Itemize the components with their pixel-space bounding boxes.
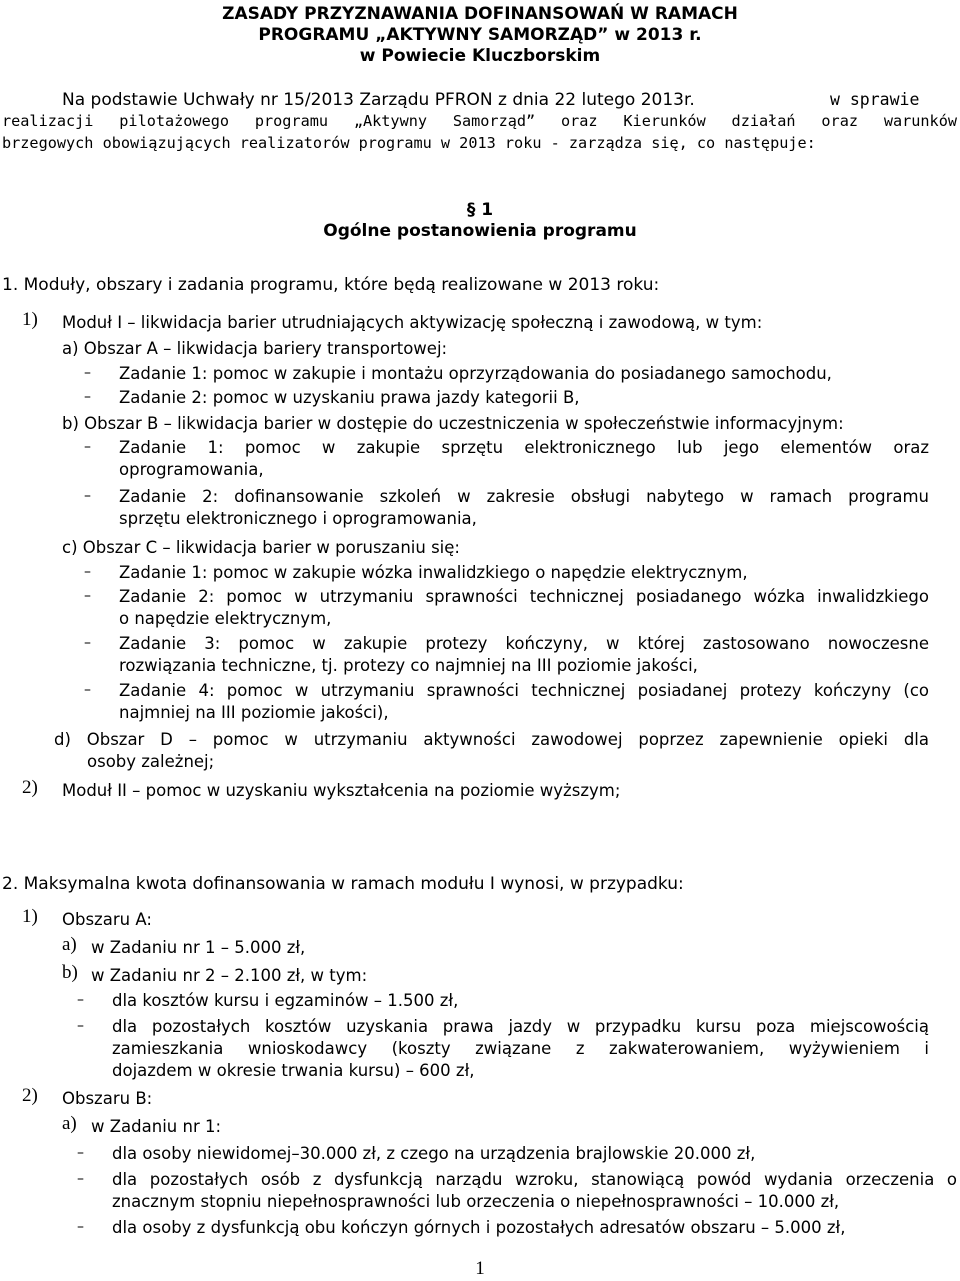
p2-a-task2-cost2-line2: zamieszkania wnioskodawcy (koszty związane z zakwaterowaniem, wyżywieniem i [112, 1039, 929, 1058]
p2-b-task1-text: w Zadaniu nr 1: [91, 1117, 222, 1136]
section-symbol: § 1 [466, 200, 494, 220]
p2-b-task1-letter: a) [62, 1113, 77, 1134]
p2-b-cost1: dla osoby niewidomej–30.000 zł, z czego na urządzenia brajlowskie 20.000 zł, [112, 1144, 756, 1163]
page-number: 1 [475, 1258, 485, 1279]
area-c-task3-line1: Zadanie 3: pomoc w zakupie protezy kończyny, w której zastosowano nowoczesne [119, 634, 929, 653]
p2-a-task1-letter: a) [62, 934, 77, 955]
dash-bullet: – [77, 1219, 84, 1235]
area-b-task1-line2: oprogramowania, [119, 460, 264, 479]
module2-number: 2) [22, 777, 38, 798]
p2-b-cost2-line2: znacznym stopniu niepełnosprawności lub orzeczenia o niepełnosprawności – 10.000 zł, [112, 1192, 840, 1211]
title-line-3: w Powiecie Kluczborskim [359, 46, 601, 66]
area-c-task4-line2: najmniej na III poziomie jakości), [119, 703, 389, 722]
point2-area-b-number: 2) [22, 1085, 38, 1106]
dash-bullet: – [84, 389, 91, 405]
point2-intro: 2. Maksymalna kwota dofinansowania w ramach modułu I wynosi, w przypadku: [2, 874, 684, 894]
p2-b-cost2-line1: dla pozostałych osób z dysfunkcją narządu wzroku, stanowiącą powód wydania orzeczenia o [112, 1170, 957, 1189]
document-title [0, 4, 960, 67]
module2-text: Moduł II – pomoc w uzyskaniu wykształcenia na poziomie wyższym; [62, 781, 621, 800]
area-b-task2-line1: Zadanie 2: dofinansowanie szkoleń w zakresie obsługi nabytego w ramach programu [119, 487, 929, 506]
dash-bullet: – [84, 488, 91, 504]
intro-line-1a: Na podstawie Uchwały nr 15/2013 Zarządu PFRON z dnia 22 lutego 2013r. [62, 90, 695, 110]
intro-line-1b: w sprawie [830, 90, 920, 109]
point2-area-b-label: Obszaru B: [62, 1089, 153, 1108]
area-a-task1: Zadanie 1: pomoc w zakupie i montażu oprzyrządowania do posiadanego samochodu, [119, 364, 832, 383]
area-b-task1-line1: Zadanie 1: pomoc w zakupie sprzętu elektronicznego lub jego elementów oraz [119, 438, 929, 457]
module1-number: 1) [22, 309, 38, 330]
p2-b-cost3: dla osoby z dysfunkcją obu kończyn górnych i pozostałych adresatów obszaru – 5.000 zł, [112, 1218, 846, 1237]
area-a-task2: Zadanie 2: pomoc w uzyskaniu prawa jazdy kategorii B, [119, 388, 580, 407]
p2-a-task1-text: w Zadaniu nr 1 – 5.000 zł, [91, 938, 306, 957]
section-title: Ogólne postanowienia programu [323, 221, 637, 241]
dash-bullet: – [84, 439, 91, 455]
dash-bullet: – [84, 682, 91, 698]
area-b-heading: b) Obszar B – likwidacja barier w dostępie do uczestniczenia w społeczeństwie informacyjnym: [62, 414, 844, 433]
point1-intro: 1. Moduły, obszary i zadania programu, które będą realizowane w 2013 roku: [2, 275, 660, 295]
title-line-2: PROGRAMU „AKTYWNY SAMORZĄD” w 2013 r. [258, 25, 702, 45]
area-c-task3-line2: rozwiązania techniczne, tj. protezy co najmniej na III poziomie jakości, [119, 656, 698, 675]
dash-bullet: – [77, 992, 84, 1008]
p2-a-task2-cost2-line3: dojazdem w okresie trwania kursu) – 600 zł, [112, 1061, 475, 1080]
dash-bullet: – [84, 588, 91, 604]
p2-a-task2-cost2-line1: dla pozostałych kosztów uzyskania prawa jazdy w przypadku kursu poza miejscowością [112, 1017, 929, 1036]
area-d-line2: osoby zależnej; [87, 752, 215, 771]
area-c-task2-line1: Zadanie 2: pomoc w utrzymaniu sprawności technicznej posiadanego wózka inwalidzkiego [119, 587, 929, 606]
dash-bullet: – [77, 1145, 84, 1161]
point2-area-a-label: Obszaru A: [62, 910, 152, 929]
dash-bullet: – [77, 1171, 84, 1187]
module1-text: Moduł I – likwidacja barier utrudniających aktywizację społeczną i zawodową, w tym: [62, 313, 763, 332]
dash-bullet: – [84, 365, 91, 381]
area-b-task2-line2: sprzętu elektronicznego i oprogramowania, [119, 509, 477, 528]
dash-bullet: – [84, 635, 91, 651]
dash-bullet: – [77, 1018, 84, 1034]
intro-line-3: brzegowych obowiązujących realizatorów programu w 2013 roku - zarządza się, co następuje: [2, 134, 816, 152]
title-line-1: ZASADY PRZYZNAWANIA DOFINANSOWAŃ W RAMACH [222, 4, 738, 24]
p2-a-task2-text: w Zadaniu nr 2 – 2.100 zł, w tym: [91, 966, 368, 985]
area-c-task4-line1: Zadanie 4: pomoc w utrzymaniu sprawności technicznej posiadanej protezy kończyny (co [119, 681, 929, 700]
area-a-heading: a) Obszar A – likwidacja bariery transportowej: [62, 339, 448, 358]
area-d-line1: d) Obszar D – pomoc w utrzymaniu aktywności zawodowej poprzez zapewnienie opieki dla [54, 730, 929, 749]
area-c-task2-line2: o napędzie elektrycznym, [119, 609, 332, 628]
point2-area-a-number: 1) [22, 906, 38, 927]
p2-a-task2-letter: b) [62, 962, 78, 983]
intro-line-2: realizacji pilotażowego programu „Aktywny Samorząd” oraz Kierunków działań oraz warunków [2, 112, 957, 130]
area-c-heading: c) Obszar C – likwidacja barier w poruszaniu się: [62, 538, 460, 557]
dash-bullet: – [84, 564, 91, 580]
area-c-task1: Zadanie 1: pomoc w zakupie wózka inwalidzkiego o napędzie elektrycznym, [119, 563, 748, 582]
p2-a-task2-cost1: dla kosztów kursu i egzaminów – 1.500 zł, [112, 991, 459, 1010]
